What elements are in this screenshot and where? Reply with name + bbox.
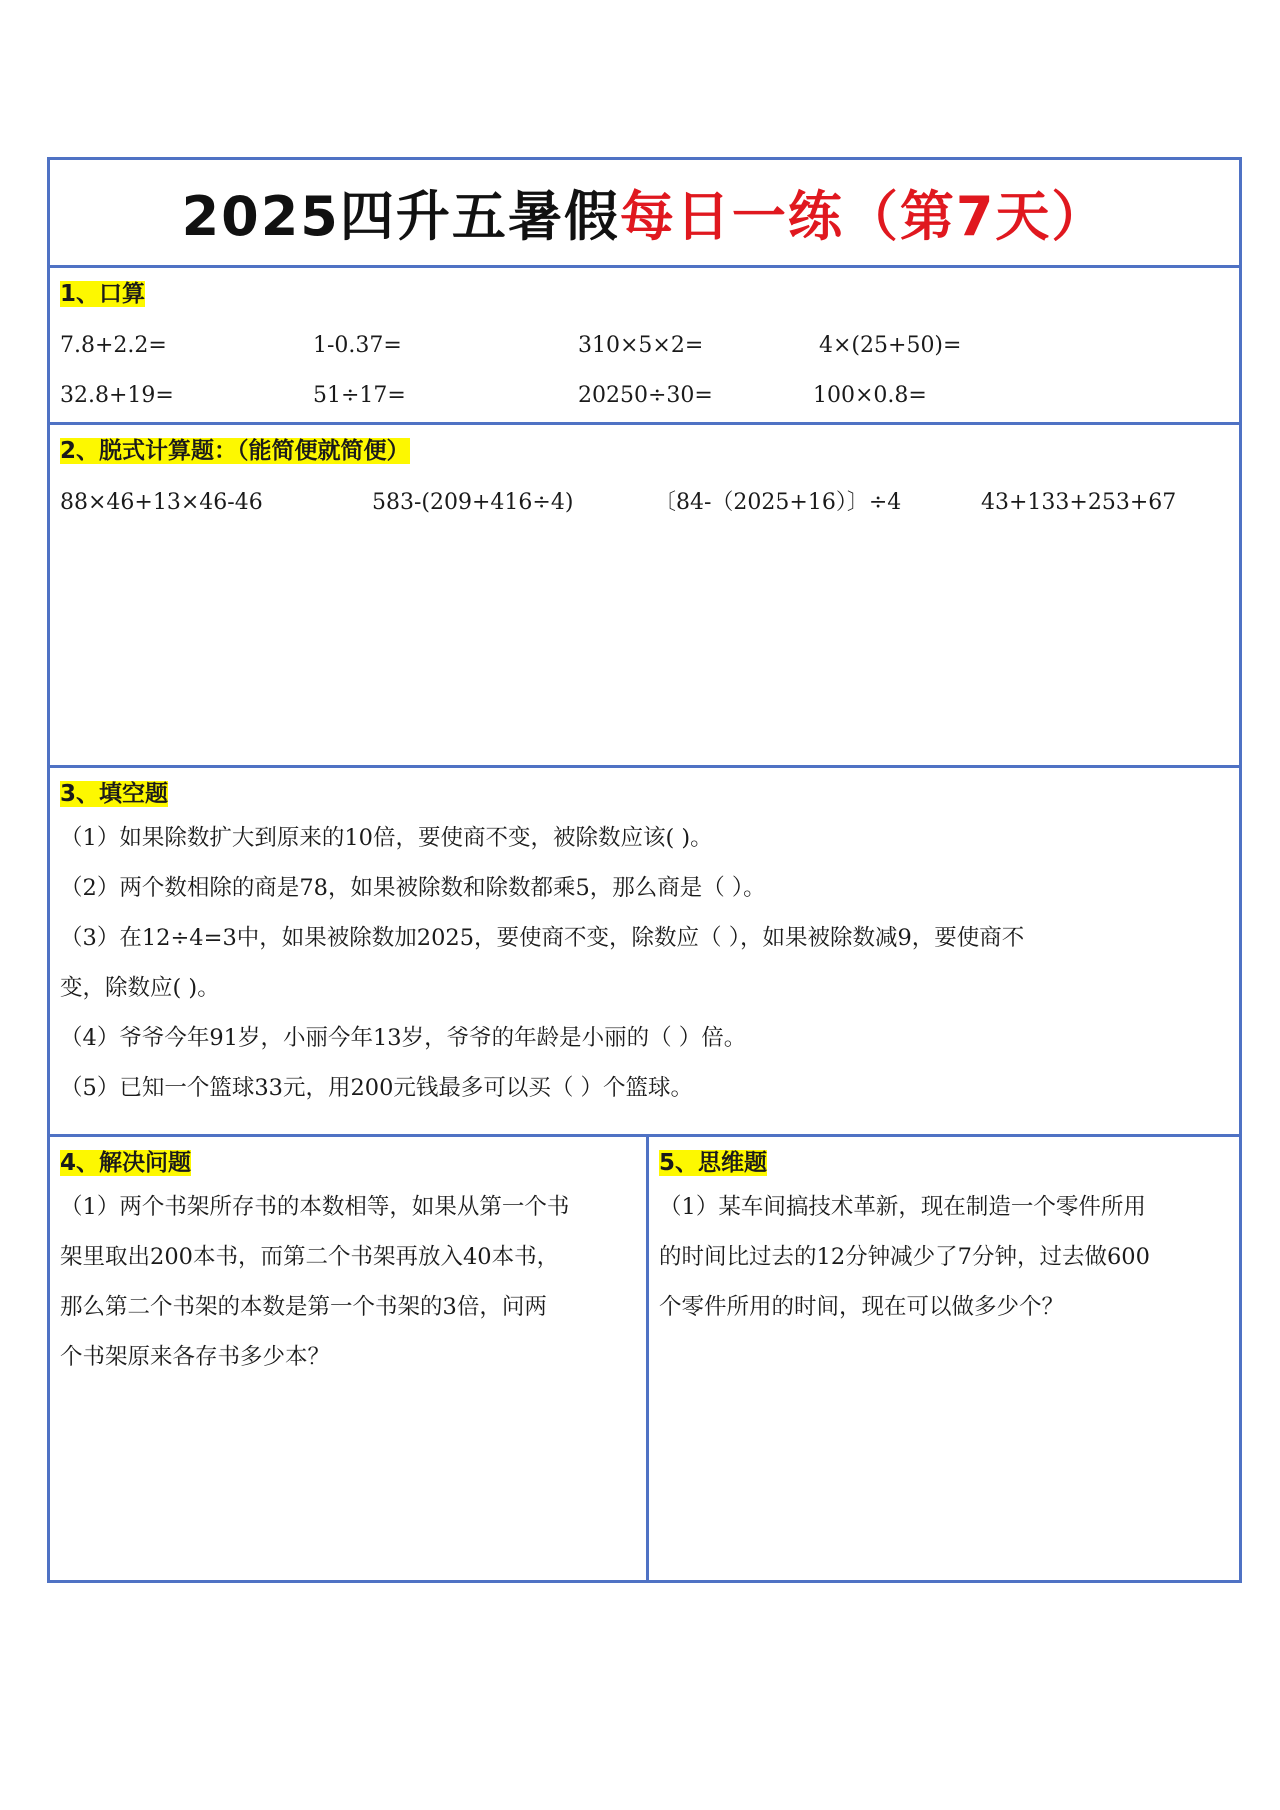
title-part-highlight: 每日一练（第7天） [619, 185, 1108, 248]
section-heading: 2、脱式计算题：（能简便就简便） [60, 438, 410, 464]
problem-text [60, 1182, 638, 1382]
section-heading: 5、思维题 [659, 1150, 768, 1176]
section-heading: 4、解决问题 [60, 1150, 192, 1176]
section-problems-row [50, 1137, 1239, 1580]
fill-in-questions [60, 813, 1229, 1113]
problem-line: 的时间比过去的12分钟减少了7分钟，过去做600 [659, 1244, 1150, 1270]
question-4: （4）爷爷今年91岁，小丽今年13岁，爷爷的年龄是小丽的（ ）倍。 [60, 1025, 747, 1051]
oral-item: 7.8+2.2= [60, 333, 167, 358]
calc-item: 〔84-（2025+16）〕÷4 [654, 490, 902, 515]
calc-item: 583-(209+416÷4) [372, 490, 574, 515]
problem-line: 个书架原来各存书多少本？ [60, 1344, 331, 1370]
section-fill-in-blanks [50, 768, 1239, 1137]
page-title [182, 174, 1108, 251]
problem-line: 架里取出200本书，而第二个书架再放入40本书， [60, 1244, 560, 1270]
problem-line: （1）某车间搞技术革新，现在制造一个零件所用 [659, 1194, 1146, 1220]
problem-line: 那么第二个书架的本数是第一个书架的3倍，问两 [60, 1294, 547, 1320]
question-1: （1）如果除数扩大到原来的10倍，要使商不变，被除数应该( )。 [60, 825, 713, 851]
section-step-calculation [50, 425, 1239, 768]
oral-item: 100×0.8= [813, 383, 927, 408]
problem-line: 个零件所用的时间，现在可以做多少个？ [659, 1294, 1065, 1320]
oral-item: 20250÷30= [578, 383, 713, 408]
question-3-line-1: （3）在12÷4=3中，如果被除数加2025，要使商不变，除数应（ ），如果被除数减9，要使商不 [60, 925, 1025, 951]
title-part-main: 2025四升五暑假 [181, 185, 620, 248]
section-thinking-problem [649, 1137, 1239, 1580]
oral-item: 4×(25+50)= [819, 333, 962, 358]
question-5: （5）已知一个篮球33元，用200元钱最多可以买（ ）个篮球。 [60, 1075, 694, 1101]
oral-item: 1-0.37= [313, 333, 402, 358]
problem-line: （1）两个书架所存书的本数相等，如果从第一个书 [60, 1194, 570, 1220]
oral-item: 310×5×2= [578, 333, 704, 358]
question-3-line-2: 变，除数应( )。 [60, 975, 220, 1001]
calc-item: 43+133+253+67 [981, 490, 1177, 515]
section-heading: 3、填空题 [60, 781, 169, 807]
section-solve-problems [50, 1137, 646, 1580]
oral-item: 51÷17= [313, 383, 406, 408]
worksheet [47, 157, 1242, 1583]
problem-text [659, 1182, 1231, 1332]
question-2: （2）两个数相除的商是78，如果被除数和除数都乘5，那么商是（ ）。 [60, 875, 766, 901]
title-row [50, 160, 1239, 268]
section-oral-calculation [50, 268, 1239, 425]
oral-item: 32.8+19= [60, 383, 174, 408]
section-heading: 1、口算 [60, 281, 146, 307]
calc-item: 88×46+13×46-46 [60, 490, 263, 515]
